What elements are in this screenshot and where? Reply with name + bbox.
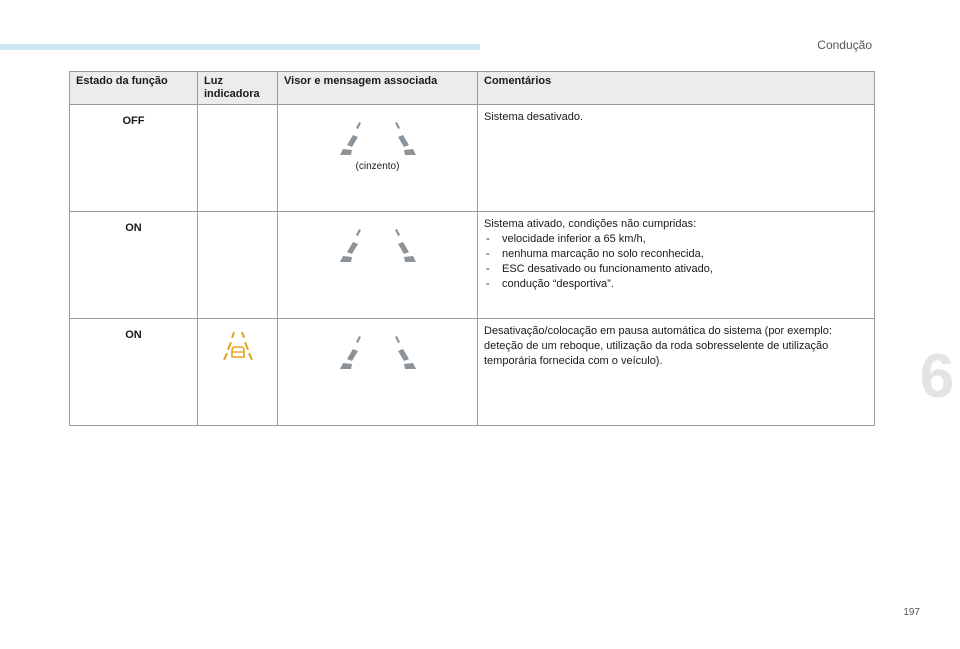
table-row — [70, 105, 875, 212]
display-caption: (cinzento) — [355, 161, 400, 172]
state-cell: ON — [70, 319, 198, 426]
state-cell: OFF — [70, 105, 198, 212]
page-number: 197 — [903, 607, 920, 618]
column-header-state: Estado da função — [70, 72, 198, 105]
list-item: - nenhuma marcação no solo reconhecida, — [484, 247, 868, 262]
state-cell: ON — [70, 212, 198, 319]
table-row — [70, 212, 875, 319]
display-cell — [278, 319, 478, 426]
list-item: - ESC desativado ou funcionamento ativado, — [484, 262, 868, 277]
indicator-light-cell — [198, 105, 278, 212]
display-cell — [278, 105, 478, 212]
indicator-light-cell — [198, 319, 278, 426]
chapter-number: 6 — [919, 342, 955, 411]
comment-cell: Sistema ativado, condições não cumpridas: - velocidade inferior a 65 km/h, - nenhuma marcação no solo reconhecida, - ESC desativado ou funcionamento ativado, - condução “desportiva”. — [478, 212, 875, 319]
column-header-comments: Comentários — [478, 72, 875, 105]
list-item: - condução “desportiva”. — [484, 277, 868, 292]
lane-assist-status-table — [69, 71, 875, 426]
condition-list — [484, 232, 868, 292]
lane-keep-warning-icon — [220, 331, 256, 361]
section-title: Condução — [817, 38, 872, 52]
comment-cell: Desativação/colocação em pausa automática do sistema (por exemplo: deteção de um reboque, utilização da roda sobresselente de utilização temporária fornecida com o veículo). — [478, 319, 875, 426]
header-accent-bar — [0, 44, 480, 50]
indicator-light-cell — [198, 212, 278, 319]
column-header-display: Visor e mensagem associada — [278, 72, 478, 105]
lane-markings-icon — [328, 226, 428, 262]
list-item: - velocidade inferior a 65 km/h, — [484, 232, 868, 247]
column-header-light: Luz indicadora — [198, 72, 278, 105]
lane-markings-icon — [328, 119, 428, 155]
table-row — [70, 319, 875, 426]
display-cell — [278, 212, 478, 319]
lane-markings-icon — [328, 333, 428, 369]
table-header-row — [70, 72, 875, 105]
comment-cell: Sistema desativado. — [478, 105, 875, 212]
